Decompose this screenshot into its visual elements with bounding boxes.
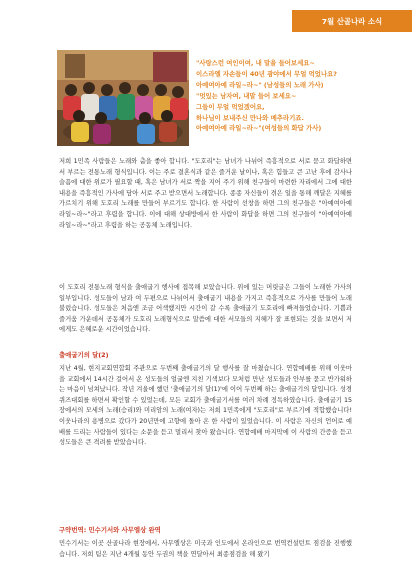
poem-line: 하나님이 보내주신 만나와 메추라기죠. <box>196 113 304 122</box>
paragraph-dohori-exodus: 이 도호리 전통노래 형식을 출애굽기 행사에 접목해 보았습니다. 위에 있는 머릿글은 그들이 노래한 가사의 일부입니다. 성도들이 남과 여 두편으로 나뉘어서 출애굽기 내용을 가지고 즉흥적으로 가사를 만들어 노래 불렀습니다. 성도들은 처음엔 조금 어색했지만 시간이 갈 수록 출애굽기 도호리에 빠져들었습니다. 기쁨과 즐거움 가운데서 공동체가 도호리 노래형식으로 말씀에 대한 서모들의 지혜가 잘 표현되는 것을 보면서 저에게도 은혜로운 시간이었습니다. <box>59 284 352 334</box>
poem-line: "멋있는 남자여, 내말 들어 보세요~ <box>196 91 297 100</box>
header-band <box>292 10 412 32</box>
poem-line: 아예여아예 라일~라~" (남성들의 노래 가사) <box>196 80 324 89</box>
poem-lyrics <box>196 58 396 134</box>
paragraph-translation: 민수기서는 이곳 산골나라 현장에서, 사무엘상은 미국과 인도에서 온라인으로 번역컨설턴트 점검을 진행했습니다. 저희 팀은 지난 4개월 동안 두권의 책을 연달아서 최종점검을 해 왔기 <box>59 540 352 558</box>
poem-line: 이스라엘 자손들이 40년 광야에서 무얼 먹었나요? <box>196 69 338 78</box>
section-title-exodus-month: 출애굽기의 달(2) <box>59 351 109 359</box>
section-title-translation: 구약번역: 민수기서와 사무엘상 완역 <box>59 526 161 534</box>
newsletter-title: 7월 산골나라 소식 <box>321 16 383 26</box>
community-singing-photo <box>57 50 189 146</box>
paragraph-exodus-month: 지난 4월, 현지교회연합회 주관으로 두번째 출애굽기의 달 행사를 잘 마쳤습니다. 연합예배를 위해 이웃마을 교회에서 14시간 걸어서 온 성도들의 얼굴엔 지친 기색보다 모처럼 만난 성도들과 안부를 묻고 반가워하는 마음이 넘쳐났니다. 작년 겨울에 했던 '출애굽기의 달(1)'에 이어 두번째 하는 출애굽기의 달입니다. 성경퀴즈대회를 하면서 확인할 수 있었는데, 모든 교회가 출애굽기서를 여러 차례 정독하였습니다. 출애굽기 15장에서의 모세의 노래(승리)와 미리암의 노래(여자)는 저희 1민족에게 "도호리"로 부르기에 적합했습니다! 이웃나라의 용병으로 갔다가 20년만에 고향에 돌아 온 한 사람이 있었습니다. 이 사람은 자신의 언어로 예배를 드리는 사람들이 있다는 소문을 듣고 멀리서 찾아 왔습니다. 연합예배 마지막에 이 사람의 간증을 듣고 성도들은 큰 격려를 받았습니다. <box>59 365 352 447</box>
poem-line: 그들이 무얼 먹었겠어요, <box>196 102 265 111</box>
poem-line: 아예여아예 라일~라~"(여성들의 화답 가사) <box>196 124 322 133</box>
poem-line: "사랑스런 여인이여, 내 말을 들어보세요~ <box>196 59 315 67</box>
photo-illustration <box>57 50 189 146</box>
paragraph-dohori-intro: 저희 1민족 사람들은 노래와 춤을 좋아 합니다. "도호리"는 남녀가 나뉘어 즉흥적으로 서로 묻고 화답하면서 부르는 전통노래 형식입니다. 이는 주로 결혼식과 같은 즐거운 날이나, 혹은 힘들고 큰 고난 후에 감사나 슬픔에 대한 위로가 필요할 때, 혹은 남녀가 서로 짝을 지어 주기 위해 친구들이 마련한 자리에서 그에 대한 내용을 즉흥적인 가사에 담아 서로 주고 받으면서 노래합니다. 종종 자신들이 겪은 일을 통해 깨달은 지혜를 가르치기 위해 도호리 노래를 만들어 부르기도 합니다. 한 사람이 선창을 하면 그의 친구들은 "아예여아예 라일~라~"라고 후렴을 합니다. 이에 대해 상대방에서 한 사람이 화답을 하면 그의 친구들이 "아예여아예 라일~라~"라고 후렴을 하는 공동체 노래입니다. <box>59 158 352 229</box>
